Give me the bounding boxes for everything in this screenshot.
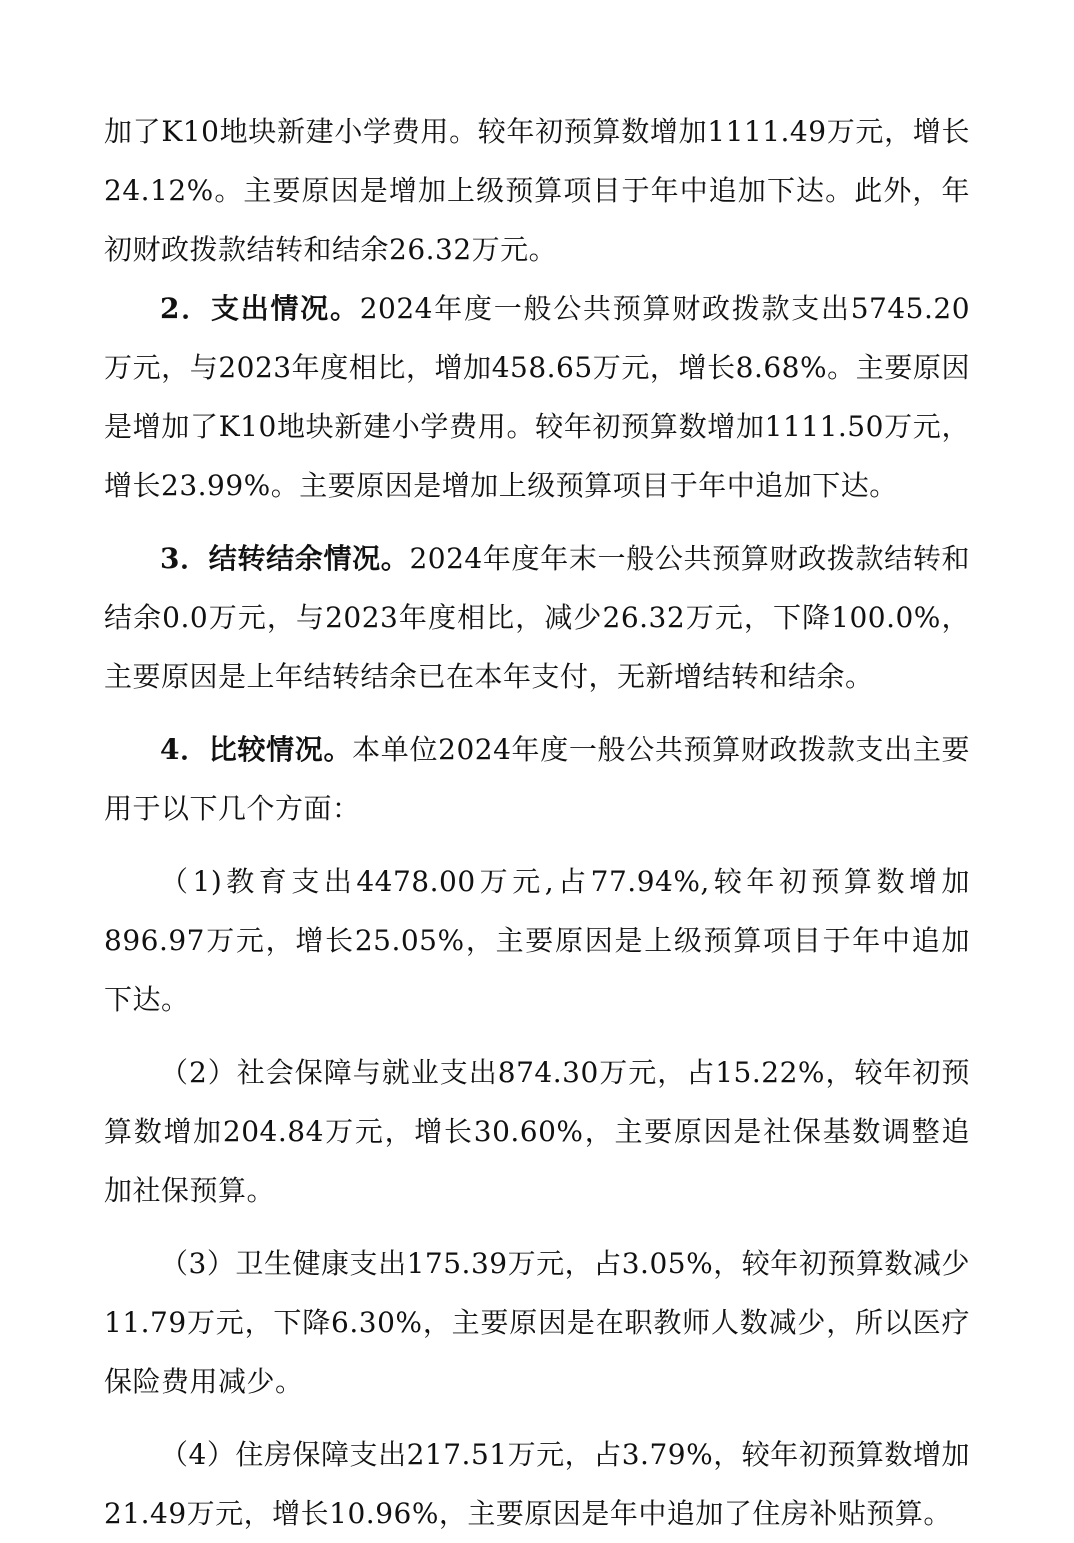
paragraph-text: 本单位2024年度一般公共预算财政拨款支出主要用于以下几个方面： xyxy=(104,733,971,825)
paragraph-text: 2024年度一般公共预算财政拨款支出5745.20万元，与2023年度相比，增加458.65万元，增长8.68%。主要原因是增加了K10地块新建小学费用。较年初预算数增加1111.50万元，增长23.99%。主要原因是增加上级预算项目于年中追加下达。 xyxy=(104,292,971,502)
list-item-health xyxy=(104,1234,970,1411)
paragraph-expenditure xyxy=(104,279,970,515)
paragraph-text: 加了K10地块新建小学费用。较年初预算数增加1111.49万元，增长24.12%。主要原因是增加上级预算项目于年中追加下达。此外，年初财政拨款结转和结余26.32万元。 xyxy=(104,115,970,266)
paragraph-text: （3）卫生健康支出175.39万元，占3.05%，较年初预算数减少11.79万元，下降6.30%，主要原因是在职教师人数减少，所以医疗保险费用减少。 xyxy=(104,1247,970,1398)
paragraph-text: （1)教育支出4478.00万元,占77.94%,较年初预算数增加896.97万元，增长25.05%，主要原因是上级预算项目于年中追加下达。 xyxy=(104,865,970,1016)
list-item-social-security xyxy=(104,1043,970,1220)
paragraph-text: 2024年度年末一般公共预算财政拨款结转和结余0.0万元，与2023年度相比，减少26.32万元，下降100.0%，主要原因是上年结转结余已在本年支付，无新增结转和结余。 xyxy=(104,542,971,693)
section-heading-carryover: 3．结转结余情况。 xyxy=(160,542,410,575)
section-heading-expenditure: 2．支出情况。 xyxy=(160,292,360,325)
paragraph-comparison xyxy=(104,720,970,838)
document-page xyxy=(104,102,970,1543)
list-item-housing xyxy=(104,1425,970,1543)
paragraph-carryover xyxy=(104,529,970,706)
paragraph-continuation xyxy=(104,102,970,279)
paragraph-text: （2）社会保障与就业支出874.30万元，占15.22%，较年初预算数增加204.84万元，增长30.60%，主要原因是社保基数调整追加社保预算。 xyxy=(104,1056,970,1207)
paragraph-text: （4）住房保障支出217.51万元，占3.79%，较年初预算数增加21.49万元，增长10.96%，主要原因是年中追加了住房补贴预算。 xyxy=(104,1438,970,1530)
list-item-education xyxy=(104,852,970,1029)
section-heading-comparison: 4．比较情况。 xyxy=(160,733,353,766)
